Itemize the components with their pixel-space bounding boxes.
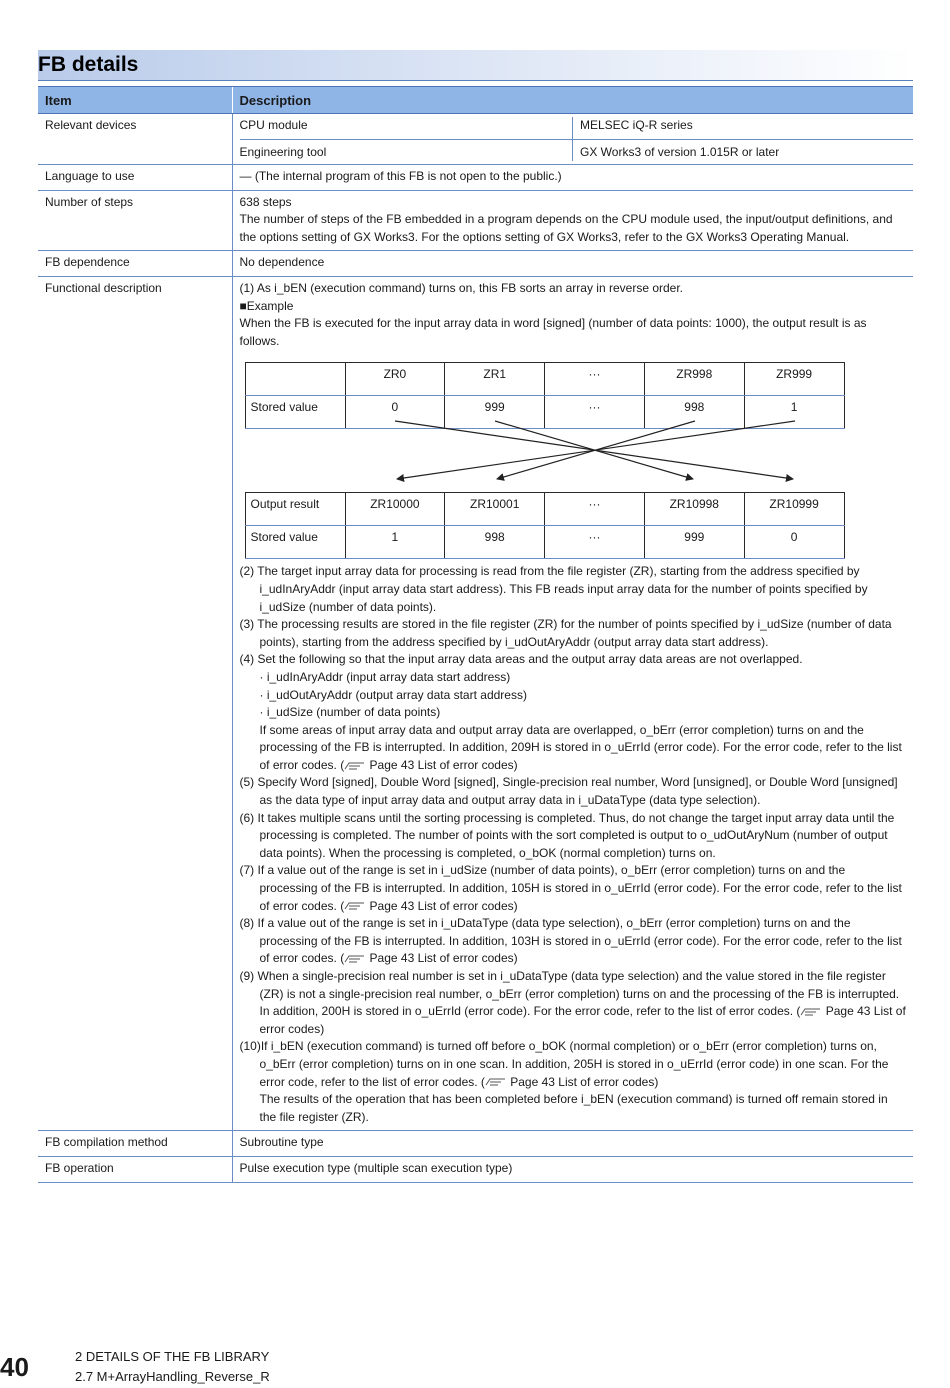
- operation-text: Pulse execution type (multiple scan execution type): [232, 1156, 913, 1182]
- func-p10-note: The results of the operation that has been completed before i_bEN (execution command) is turned off remain stored in the file register (ZR).: [259, 1092, 888, 1124]
- page-title: FB details: [38, 53, 139, 76]
- output-header-cell: ZR10999: [744, 493, 844, 526]
- output-header-cell: ZR10998: [644, 493, 744, 526]
- func-p2: (2) The target input array data for processing is read from the file register (ZR), starting from the address specified by i_udInAryAddr (input array data start address). This FB reads input array data for the number of points specified by i_udSize (number of data points).: [239, 564, 868, 614]
- item-functional: Functional description: [38, 276, 232, 1130]
- header-description: Description: [232, 87, 913, 114]
- row-relevant-devices: [38, 114, 913, 165]
- output-value-cell: 0: [744, 526, 844, 559]
- steps-count: 638 steps: [239, 194, 292, 209]
- input-header-cell: ZR998: [644, 363, 744, 396]
- item-operation: FB operation: [38, 1156, 232, 1182]
- func-p5: (5) Specify Word [signed], Double Word [signed], Single-precision real number, Word [unsigned], or Double Word [unsigned] as the data type of input array data and output array data in i_uDataType (data type selection).: [239, 775, 898, 808]
- output-header-label: Output result: [245, 493, 345, 526]
- item-relevant-devices: Relevant devices: [38, 114, 232, 165]
- reference-link[interactable]: Page 43 List of error codes): [506, 1074, 659, 1089]
- output-header-cell: ZR10001: [445, 493, 545, 526]
- reference-link[interactable]: Page 43 List of error codes): [259, 1004, 906, 1036]
- steps-note: The number of steps of the FB embedded in a program depends on the CPU module used, the input/output definitions, and the options setting of GX Works3. For the options setting of GX Works3, refer to the GX Works3 Operating Manual.: [239, 212, 893, 244]
- pointing-hand-icon: [344, 954, 366, 964]
- reference-link[interactable]: Page 43 List of error codes): [366, 757, 518, 772]
- compilation-text: Subroutine type: [232, 1131, 913, 1157]
- func-p3: (3) The processing results are stored in the file register (ZR) for the number of points specified by i_udSize (number of data points), starting from the address specified by i_udOutAryAddr (output array data start address).: [239, 617, 892, 649]
- language-description: [232, 165, 913, 191]
- dash-glyph: —: [239, 169, 252, 183]
- output-values-label: Stored value: [245, 526, 345, 559]
- func-p4-bullet: · i_udInAryAddr (input array data start address): [259, 669, 511, 684]
- output-value-cell: ···: [545, 526, 645, 559]
- engineering-tool-value: GX Works3 of version 1.015R or later: [573, 140, 914, 162]
- table-header-row: [38, 87, 913, 114]
- input-value-cell: ···: [545, 396, 645, 429]
- output-header-row: [245, 493, 844, 526]
- header-item: Item: [38, 87, 232, 114]
- cpu-module-label: CPU module: [240, 117, 573, 140]
- func-p10: (10)If i_bEN (execution command) is turned off before o_bOK (normal completion) or o_bErr (error completion) turns on, o_bErr (error completion) turns on in one scan. In addition, 205H is stored in o_uErrId (error code) in one scan. For the error code, refer to the list of error codes. ( Page 43 List of error codes): [239, 1039, 889, 1089]
- func-p9: (9) When a single-precision real number is set in i_uDataType (data type selection) and the value stored in the file register (ZR) is not a single-precision real number, o_bErr (error completion) turns on and the processing of the FB is interrupted. In addition, 200H is stored in o_uErrId (error code). For the error code, refer to the list of error codes. ( Page 43 List of error codes): [239, 969, 906, 1036]
- engineering-tool-label: Engineering tool: [239, 145, 327, 159]
- output-header-cell: ZR10000: [345, 493, 445, 526]
- dependence-text: No dependence: [232, 251, 913, 277]
- steps-description: [232, 190, 913, 251]
- reference-link[interactable]: Page 43 List of error codes): [366, 951, 518, 966]
- row-language: [38, 165, 913, 191]
- input-header-cell: ZR0: [345, 363, 445, 396]
- input-header-row: [245, 363, 844, 396]
- reverse-arrows: [245, 417, 845, 491]
- func-p4: (4) Set the following so that the input array data areas and the output array data areas are not overlapped.: [239, 652, 803, 667]
- input-header-cell: ZR999: [744, 363, 844, 396]
- input-header-blank: [245, 363, 345, 396]
- input-values-label: Stored value: [245, 396, 345, 429]
- relevant-devices-subtable: [240, 117, 914, 161]
- item-dependence: FB dependence: [38, 251, 232, 277]
- cpu-module-value: MELSEC iQ-R series: [573, 117, 914, 140]
- pointing-hand-icon: [485, 1077, 507, 1087]
- example-text: When the FB is executed for the input array data in word [signed] (number of data points: 1000), the output result is as follows.: [239, 316, 867, 348]
- functional-description: [232, 276, 913, 1130]
- output-header-cell: ···: [545, 493, 645, 526]
- func-p4-bullet: · i_udOutAryAddr (output array data start address): [259, 687, 527, 702]
- pointing-hand-icon: [344, 901, 366, 911]
- reverse-diagram: [245, 362, 845, 557]
- output-value-cell: 1: [345, 526, 445, 559]
- row-compilation: [38, 1131, 913, 1157]
- func-p8: (8) If a value out of the range is set in i_uDataType (data type selection), o_bErr (error completion) turns on and the processing of the FB is interrupted. In addition, 103H is stored in o_uErrId (error code). For the error code, refer to the list of error codes. ( Page 43 List of error codes): [239, 916, 902, 966]
- item-compilation: FB compilation method: [38, 1131, 232, 1157]
- input-header-cell: ···: [545, 363, 645, 396]
- section-title-bar: [38, 50, 913, 81]
- fb-details-table: [38, 86, 913, 1183]
- page-number: 40: [0, 1352, 29, 1382]
- func-p1: (1) As i_bEN (execution command) turns on, this FB sorts an array in reverse order.: [239, 280, 684, 295]
- output-values-row: [245, 526, 844, 559]
- item-steps: Number of steps: [38, 190, 232, 251]
- reference-link[interactable]: Page 43 List of error codes): [366, 898, 518, 913]
- item-language: Language to use: [38, 165, 232, 191]
- input-value-cell: 999: [445, 396, 545, 429]
- row-functional-description: [38, 276, 913, 1130]
- pointing-hand-icon: [344, 761, 366, 771]
- row-operation: [38, 1156, 913, 1182]
- func-p4-note: If some areas of input array data and output array data are overlapped, o_bErr (error completion) turns on and the processing of the FB is interrupted. In addition, 209H is stored in o_uErrId (error code). For the error code, refer to the list of error codes. ( Page 43 List of error codes): [259, 722, 902, 772]
- pointing-hand-icon: [800, 1007, 822, 1017]
- input-header-cell: ZR1: [445, 363, 545, 396]
- output-array-table: [245, 492, 845, 559]
- func-p7: (7) If a value out of the range is set in i_udSize (number of data points), o_bErr (error completion) turns on and the processing of the FB is interrupted. In addition, 105H is stored in o_uErrId (error code). For the error code, refer to the list of error codes. ( Page 43 List of error codes): [239, 863, 902, 913]
- input-value-cell: 998: [644, 396, 744, 429]
- row-steps: [38, 190, 913, 251]
- language-text: (The internal program of this FB is not open to the public.): [251, 169, 562, 183]
- row-dependence: [38, 251, 913, 277]
- input-value-cell: 0: [345, 396, 445, 429]
- input-value-cell: 1: [744, 396, 844, 429]
- footer-chapter: 2 DETAILS OF THE FB LIBRARY: [75, 1349, 270, 1364]
- example-heading: ■Example: [239, 298, 294, 313]
- func-p6: (6) It takes multiple scans until the sorting processing is completed. Thus, do not change the target input array data until the processing is completed. The number of points with the sort completed is output to o_udOutAryNum (number of output data points). When the processing is completed, o_bOK (normal completion) turns on.: [239, 810, 895, 860]
- func-p4-bullet: · i_udSize (number of data points): [259, 705, 441, 720]
- footer-section: 2.7 M+ArrayHandling_Reverse_R: [75, 1369, 270, 1384]
- output-value-cell: 998: [445, 526, 545, 559]
- output-value-cell: 999: [644, 526, 744, 559]
